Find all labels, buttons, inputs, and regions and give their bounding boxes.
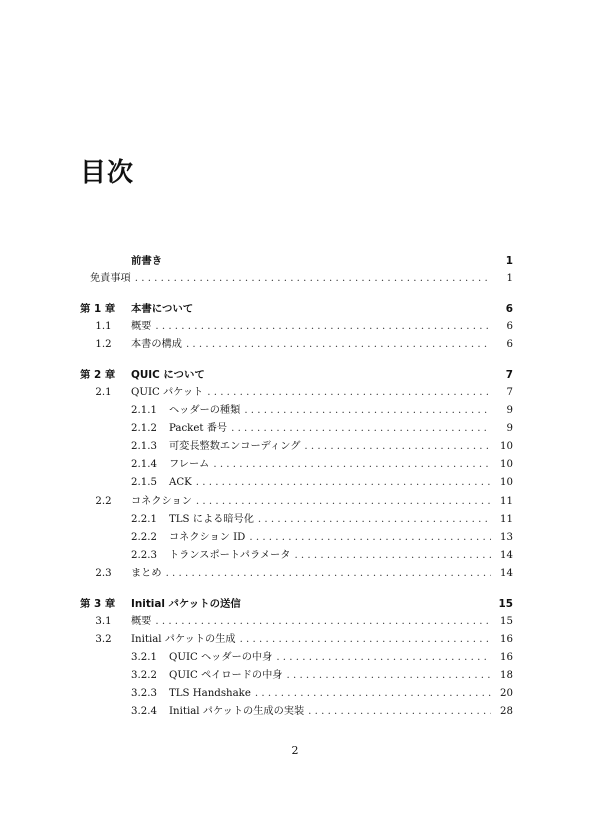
- toc-section-row[interactable]: [80, 270, 513, 288]
- toc-dot-leader: [207, 384, 491, 402]
- toc-page-number: 16: [500, 633, 513, 645]
- toc-subsection-row[interactable]: [80, 703, 513, 721]
- toc-section-row[interactable]: [80, 565, 513, 583]
- toc-chapter-title: 前書き: [131, 255, 163, 267]
- toc-chapter-row[interactable]: [80, 366, 513, 384]
- toc-dot-leader: [258, 511, 491, 529]
- toc-page-number: 6: [505, 302, 513, 315]
- toc-subsection-title: QUIC ペイロードの中身: [169, 670, 283, 682]
- toc-page-number: 20: [500, 688, 513, 700]
- toc-page-number: 16: [500, 651, 513, 663]
- toc-subsection-number: 2.2.3: [131, 549, 157, 561]
- toc-dot-leader: [196, 474, 491, 492]
- toc-section-row[interactable]: [80, 613, 513, 631]
- toc-subsection-number: 2.1.5: [131, 477, 157, 489]
- toc-subsection-row[interactable]: [80, 420, 513, 438]
- toc-chapter-row[interactable]: [80, 595, 513, 613]
- toc-page-number: 1: [506, 273, 513, 285]
- toc-subsection-title: Packet 番号: [169, 423, 228, 435]
- toc-subsection-number: 2.1.1: [131, 405, 157, 417]
- toc-section-number: 1.1: [95, 320, 112, 332]
- toc-section-row[interactable]: [80, 384, 513, 402]
- toc-subsection-row[interactable]: [80, 438, 513, 456]
- toc-page-number: 15: [500, 615, 513, 627]
- toc-section-row[interactable]: [80, 493, 513, 511]
- toc-subsection-number: 2.1.3: [131, 441, 157, 453]
- toc-page-number: 6: [506, 339, 513, 351]
- toc-subsection-number: 2.2.1: [131, 513, 157, 525]
- toc-chapter-row[interactable]: [80, 252, 513, 270]
- toc-section-number: 2.3: [95, 567, 112, 579]
- toc-subsection-title: Initial パケットの生成の実装: [169, 706, 305, 718]
- toc-section-title: コネクション: [131, 495, 192, 507]
- toc-spacer: [80, 288, 513, 300]
- toc-dot-leader: [240, 631, 491, 649]
- toc-dot-leader: [249, 529, 491, 547]
- toc-subsection-number: 3.2.1: [131, 651, 157, 663]
- toc-subsection-row[interactable]: [80, 649, 513, 667]
- toc-dot-leader: [186, 336, 491, 354]
- toc-dot-leader: [304, 438, 491, 456]
- toc-subsection-title: ヘッダーの種類: [169, 405, 241, 417]
- toc-subsection-row[interactable]: [80, 547, 513, 565]
- toc-page-number: 1: [505, 255, 513, 267]
- toc-section-number: 3.1: [95, 615, 112, 627]
- toc-subsection-title: TLS Handshake: [169, 688, 251, 700]
- toc-chapter-number: 第 1 章: [80, 302, 116, 315]
- toc-dot-leader: [287, 667, 492, 685]
- toc-section-title: Initial パケットの生成: [131, 633, 236, 645]
- toc-subsection-row[interactable]: [80, 474, 513, 492]
- toc-subsection-row[interactable]: [80, 456, 513, 474]
- toc-dot-leader: [155, 613, 491, 631]
- toc-page-number: 13: [500, 531, 513, 543]
- toc-page-number: 10: [500, 441, 513, 453]
- toc-section-number: 3.2: [95, 633, 112, 645]
- toc-chapter-number: 第 2 章: [80, 368, 116, 381]
- toc-subsection-title: 可変長整数エンコーディング: [169, 441, 301, 453]
- toc-chapter-title: 本書について: [131, 302, 194, 315]
- toc-dot-leader: [213, 456, 491, 474]
- toc-page-number: 7: [505, 368, 513, 381]
- toc-subsection-title: QUIC ヘッダーの中身: [169, 651, 273, 663]
- toc-subsection-title: TLS による暗号化: [169, 513, 254, 525]
- page-number: 2: [291, 744, 299, 757]
- toc-subsection-number: 3.2.3: [131, 688, 157, 700]
- toc-section-number: 1.2: [95, 339, 112, 351]
- toc-section-title: 本書の構成: [131, 339, 182, 351]
- toc-page-number: 11: [500, 495, 513, 507]
- toc-subsection-row[interactable]: [80, 685, 513, 703]
- toc-subsection-row[interactable]: [80, 667, 513, 685]
- toc-page-number: 9: [506, 423, 513, 435]
- toc-spacer: [80, 354, 513, 366]
- table-of-contents: [80, 252, 513, 721]
- toc-subsection-row[interactable]: [80, 511, 513, 529]
- toc-subsection-number: 3.2.4: [131, 706, 157, 718]
- toc-subsection-title: フレーム: [169, 459, 210, 471]
- toc-subsection-number: 2.2.2: [131, 531, 157, 543]
- toc-dot-leader: [276, 649, 491, 667]
- toc-subsection-row[interactable]: [80, 529, 513, 547]
- toc-page-number: 28: [500, 706, 513, 718]
- toc-section-title: まとめ: [131, 567, 162, 579]
- toc-dot-leader: [294, 547, 491, 565]
- toc-page-number: 7: [506, 386, 513, 398]
- toc-dot-leader: [244, 402, 491, 420]
- toc-dot-leader: [196, 493, 491, 511]
- toc-chapter-title: QUIC について: [131, 368, 205, 381]
- toc-page-number: 14: [500, 567, 513, 579]
- toc-page-number: 18: [500, 670, 513, 682]
- toc-dot-leader: [255, 685, 491, 703]
- toc-page-number: 11: [500, 513, 513, 525]
- toc-subsection-row[interactable]: [80, 402, 513, 420]
- toc-subsection-title: ACK: [169, 477, 192, 489]
- toc-subsection-title: トランスポートパラメータ: [169, 549, 291, 561]
- toc-section-title: 概要: [131, 320, 152, 332]
- toc-page-number: 9: [506, 405, 513, 417]
- toc-subsection-title: コネクション ID: [169, 531, 246, 543]
- toc-heading: 目次: [80, 158, 135, 188]
- toc-subsection-number: 2.1.4: [131, 459, 157, 471]
- toc-page-number: 15: [498, 597, 513, 610]
- toc-page-number: 10: [500, 459, 513, 471]
- toc-spacer: [80, 583, 513, 595]
- toc-subsection-number: 3.2.2: [131, 670, 157, 682]
- toc-section-title: 概要: [131, 615, 152, 627]
- toc-dot-leader: [166, 565, 491, 583]
- toc-section-number: 2.2: [95, 495, 112, 507]
- toc-dot-leader: [308, 703, 491, 721]
- toc-section-title: QUIC パケット: [131, 386, 204, 398]
- toc-subsection-number: 2.1.2: [131, 423, 157, 435]
- toc-chapter-row[interactable]: [80, 300, 513, 318]
- toc-section-row[interactable]: [80, 318, 513, 336]
- toc-page-number: 6: [506, 320, 513, 332]
- toc-section-number: 2.1: [95, 386, 112, 398]
- toc-dot-leader: [231, 420, 491, 438]
- toc-section-row[interactable]: [80, 631, 513, 649]
- toc-chapter-title: Initial パケットの送信: [131, 597, 241, 610]
- toc-dot-leader: [135, 270, 491, 288]
- toc-page-number: 14: [500, 549, 513, 561]
- toc-chapter-number: 第 3 章: [80, 597, 116, 610]
- toc-section-title: 免責事項: [90, 273, 131, 285]
- toc-dot-leader: [155, 318, 491, 336]
- toc-section-row[interactable]: [80, 336, 513, 354]
- toc-page-number: 10: [500, 477, 513, 489]
